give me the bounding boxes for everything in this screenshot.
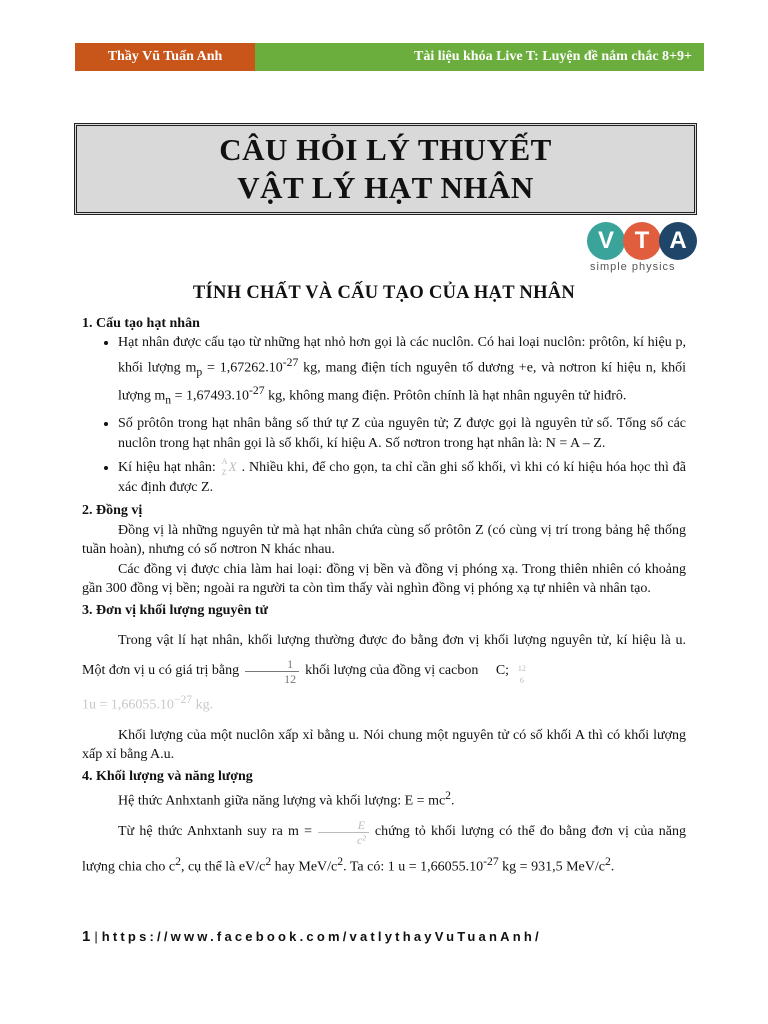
- fraction-e-over-c2: $\frac{E}{\text{c²}}$: [318, 818, 369, 847]
- heading-1: 1. Cấu tạo hạt nhân: [82, 315, 200, 331]
- footer-url-link[interactable]: https://www.facebook.com/vatlythayVuTuanAnh/: [101, 929, 542, 944]
- title-line-1: CÂU HỎI LÝ THUYẾT: [219, 132, 552, 167]
- vta-logo: [587, 222, 703, 274]
- section-title: TÍNH CHẤT VÀ CẤU TẠO CỦA HẠT NHÂN: [192, 283, 576, 303]
- heading-2: 2. Đồng vị: [82, 503, 143, 519]
- logo-circle-a: A: [659, 222, 697, 260]
- page-number: 1: [82, 928, 91, 945]
- paragraph: Các đồng vị được chia làm hai loại: đồng vị bền và đồng vị phóng xạ. Trong thiên nhiên có khoảng gần 300 đồng vị bền; ngoài ra người ta còn tìm thấy vài nghìn đồng vị phóng xạ tự nhiên và nhân tạo.: [82, 561, 686, 597]
- logo-caption: simple physics: [590, 261, 676, 273]
- heading-3: 3. Đơn vị khối lượng nguyên tử: [82, 602, 268, 618]
- fraction-one-twelfth: $\frac{1}{12}$: [245, 657, 299, 686]
- nucleus-symbol: A Z X: [221, 457, 237, 478]
- paragraph: Đồng vị là những nguyên tử mà hạt nhân chứa cùng số prôtôn Z (có cùng vị trí trong bảng hệ thống tuần hoàn), nhưng có số nơtron N khác nhau.: [82, 522, 686, 558]
- paragraph: Khối lượng của một nuclôn xấp xỉ bằng u. Nói chung một nguyên tử có số khối A thì có khối lượng xấp xỉ bằng A.u.: [82, 727, 686, 763]
- footer-separator: |: [94, 929, 98, 944]
- paragraph: Hệ thức Anhxtanh giữa năng lượng và khối lượng: $E = mc^2$.: [118, 789, 455, 809]
- page-footer: [82, 928, 542, 945]
- title-line-2: VẬT LÝ HẠT NHÂN: [237, 170, 534, 205]
- header-course: Tài liệu khóa Live T: Luyện đề nắm chắc 8+9+: [255, 43, 704, 71]
- faint-formula: $1u = 1,66055.10^{-27}$ kg.: [82, 693, 214, 714]
- list-item: • Hạt nhân được cấu tạo từ những hạt nhỏ hơn gọi là các nuclôn. Có hai loại nuclôn: prôtôn, kí hiệu p, khối lượng $m_p = 1,67262.10^{-27}$ kg, mang điện tích nguyên tố dương +e, và nơtron kí hiệu n, khối lượng $m_n = 1,67493.10^{-27}$ kg, không mang điện. Prôtôn chính là hạt nhân nguyên tử hiđrô.: [118, 333, 686, 410]
- heading-4: 4. Khối lượng và năng lượng: [82, 768, 253, 784]
- paragraph: Trong vật lí hạt nhân, khối lượng thường được đo bằng đơn vị khối lượng nguyên tử, kí hiệu là u. Một đơn vị u có giá trị bằng $\frac{1}{12}$ khối lượng của đồng vị cacbon 12 6 C;: [82, 633, 686, 686]
- document-body: [82, 284, 686, 883]
- paragraph: Từ hệ thức Anhxtanh suy ra m = $\frac{E}{\text{c²}}$ chứng tỏ khối lượng có thể đo bằng đơn vị của năng lượng chia cho $c^2$, cụ thể là $eV/c^2$ hay MeV/$c^2$. Ta có: 1 $u = 1,66055.10^{-27}$ kg = 931,5 MeV/$c^2$.: [82, 817, 686, 875]
- document-title-box: [74, 123, 697, 215]
- logo-circle-t: T: [623, 222, 661, 260]
- header-author: Thầy Vũ Tuấn Anh: [75, 43, 255, 71]
- logo-circle-v: V: [587, 222, 625, 260]
- list-item: • Kí hiệu hạt nhân: A Z X . Nhiều khi, để cho gọn, ta chỉ cần ghi số khối, vì khi có kí hiệu hóa học thì đã xác định được Z.: [118, 457, 686, 497]
- page-header: [75, 43, 704, 71]
- list-item: • Số prôtôn trong hạt nhân bằng số thứ tự Z của nguyên tử; Z được gọi là nguyên tử số. Tổng số các nuclôn trong hạt nhân gọi là số khối, kí hiệu A. Số nơtron trong hạt nhân là: N = A – Z.: [118, 414, 686, 453]
- carbon-isotope-symbol: 12 6: [517, 664, 526, 686]
- bullet-list-1: [82, 333, 686, 497]
